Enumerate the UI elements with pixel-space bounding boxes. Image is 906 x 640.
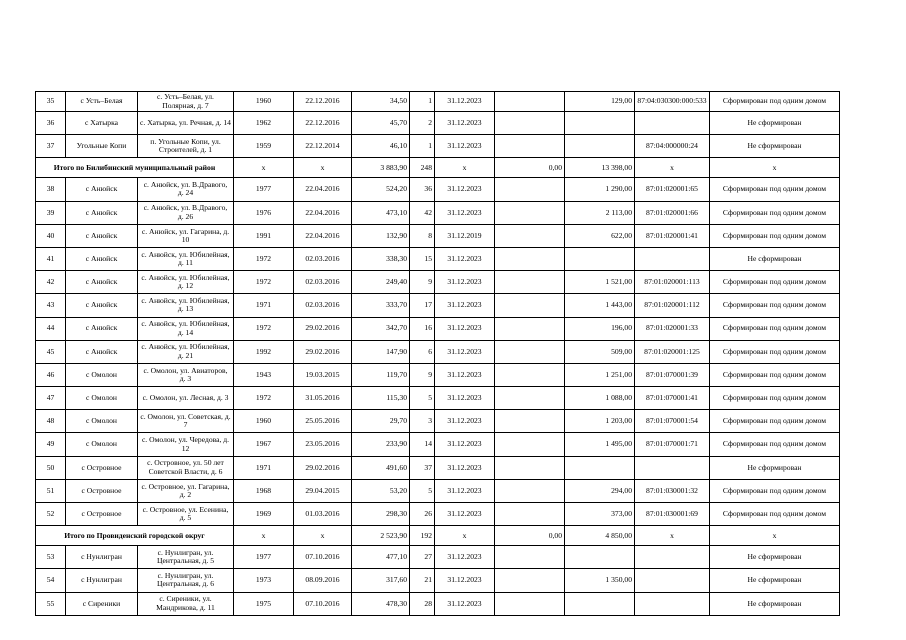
table-row (36, 592, 840, 615)
count-cell: 21 (410, 569, 435, 592)
status-cell: Сформирован под одним домом (710, 387, 840, 410)
amount-cell (495, 92, 565, 112)
cost-cell: 622,00 (565, 224, 635, 247)
count-cell: 27 (410, 546, 435, 569)
date-cell: 22.12.2014 (294, 135, 352, 158)
amount-cell (495, 224, 565, 247)
amount-cell (495, 363, 565, 386)
settlement-cell: с Омолон (66, 387, 138, 410)
cadastre-cell: 87:01:070001:71 (635, 433, 710, 456)
total-date-cell: x (294, 526, 352, 546)
total-cost-cell: 4 850,00 (565, 526, 635, 546)
date-cell: 02.03.2016 (294, 247, 352, 270)
cadastre-cell: 87:01:070001:54 (635, 410, 710, 433)
area-cell: 338,30 (352, 247, 410, 270)
cadastre-cell: 87:01:020001:125 (635, 340, 710, 363)
area-cell: 233,90 (352, 433, 410, 456)
cadastre-cell (635, 569, 710, 592)
cadastre-cell (635, 112, 710, 135)
amount-cell (495, 479, 565, 502)
cadastre-cell: 87:01:020001:113 (635, 271, 710, 294)
amount-cell (495, 410, 565, 433)
cadastre-cell: 87:01:020001:66 (635, 201, 710, 224)
row-number: 55 (36, 592, 66, 615)
area-cell: 524,20 (352, 178, 410, 201)
date-cell: 22.04.2016 (294, 224, 352, 247)
settlement-cell: Угольные Копи (66, 135, 138, 158)
cost-cell (565, 135, 635, 158)
settlement-cell: с Анюйск (66, 294, 138, 317)
row-number: 44 (36, 317, 66, 340)
deadline-cell: 31.12.2023 (435, 433, 495, 456)
amount-cell (495, 340, 565, 363)
row-number: 35 (36, 92, 66, 112)
total-area-cell: 2 523,90 (352, 526, 410, 546)
total-deadline-cell: x (435, 526, 495, 546)
date-cell: 19.03.2015 (294, 363, 352, 386)
year-cell: 1991 (234, 224, 294, 247)
deadline-cell: 31.12.2019 (435, 224, 495, 247)
date-cell: 02.03.2016 (294, 294, 352, 317)
settlement-cell: с Островное (66, 456, 138, 479)
table-row (36, 224, 840, 247)
cadastre-cell (635, 592, 710, 615)
count-cell: 2 (410, 112, 435, 135)
status-cell: Не сформирован (710, 456, 840, 479)
cost-cell (565, 546, 635, 569)
table-row (36, 340, 840, 363)
cost-cell: 1 290,00 (565, 178, 635, 201)
status-cell: Сформирован под одним домом (710, 340, 840, 363)
year-cell: 1972 (234, 387, 294, 410)
status-cell: Не сформирован (710, 592, 840, 615)
count-cell: 1 (410, 92, 435, 112)
cost-cell: 196,00 (565, 317, 635, 340)
total-amount-cell: 0,00 (495, 526, 565, 546)
count-cell: 9 (410, 271, 435, 294)
amount-cell (495, 569, 565, 592)
date-cell: 29.02.2016 (294, 340, 352, 363)
address-cell: с. Омолон, ул. Советская, д. 7 (138, 410, 234, 433)
settlement-cell: с Анюйск (66, 317, 138, 340)
date-cell: 22.12.2016 (294, 92, 352, 112)
table-row (36, 387, 840, 410)
address-cell: с. Сиреники, ул. Мандрикова, д. 11 (138, 592, 234, 615)
total-amount-cell: 0,00 (495, 158, 565, 178)
status-cell: Сформирован под одним домом (710, 363, 840, 386)
status-cell: Сформирован под одним домом (710, 433, 840, 456)
amount-cell (495, 112, 565, 135)
area-cell: 29,70 (352, 410, 410, 433)
table-row (36, 479, 840, 502)
date-cell: 08.09.2016 (294, 569, 352, 592)
row-number: 54 (36, 569, 66, 592)
address-cell: с. Нунлигран, ул. Центральная, д. 5 (138, 546, 234, 569)
cost-cell (565, 247, 635, 270)
table-row (36, 112, 840, 135)
deadline-cell: 31.12.2023 (435, 340, 495, 363)
area-cell: 119,70 (352, 363, 410, 386)
count-cell: 1 (410, 135, 435, 158)
count-cell: 36 (410, 178, 435, 201)
settlement-cell: с Омолон (66, 363, 138, 386)
status-cell: Не сформирован (710, 247, 840, 270)
address-cell: с. Анюйск, ул. В.Дравого, д. 24 (138, 178, 234, 201)
date-cell: 25.05.2016 (294, 410, 352, 433)
cadastre-cell: 87:01:070001:39 (635, 363, 710, 386)
amount-cell (495, 201, 565, 224)
table-row (36, 247, 840, 270)
area-cell: 342,70 (352, 317, 410, 340)
cadastre-cell: 87:01:020001:65 (635, 178, 710, 201)
area-cell: 317,60 (352, 569, 410, 592)
deadline-cell: 31.12.2023 (435, 410, 495, 433)
count-cell: 28 (410, 592, 435, 615)
settlement-cell: с Омолон (66, 410, 138, 433)
settlement-cell: с Анюйск (66, 201, 138, 224)
date-cell: 07.10.2016 (294, 592, 352, 615)
row-number: 49 (36, 433, 66, 456)
area-cell: 46,10 (352, 135, 410, 158)
cost-cell: 1 443,00 (565, 294, 635, 317)
area-cell: 473,10 (352, 201, 410, 224)
row-number: 51 (36, 479, 66, 502)
deadline-cell: 31.12.2023 (435, 546, 495, 569)
count-cell: 5 (410, 479, 435, 502)
year-cell: 1959 (234, 135, 294, 158)
status-cell: Не сформирован (710, 546, 840, 569)
status-cell: Сформирован под одним домом (710, 294, 840, 317)
status-cell: Сформирован под одним домом (710, 224, 840, 247)
area-cell: 333,70 (352, 294, 410, 317)
status-cell: Сформирован под одним домом (710, 479, 840, 502)
address-cell: п. Угольные Копи, ул. Строителей, д. 1 (138, 135, 234, 158)
deadline-cell: 31.12.2023 (435, 387, 495, 410)
year-cell: 1967 (234, 433, 294, 456)
status-cell: Сформирован под одним домом (710, 317, 840, 340)
cost-cell (565, 592, 635, 615)
total-cadastre-cell: x (635, 158, 710, 178)
address-cell: с. Нунлигран, ул. Центральная, д. 6 (138, 569, 234, 592)
table-row (36, 178, 840, 201)
count-cell: 37 (410, 456, 435, 479)
deadline-cell: 31.12.2023 (435, 592, 495, 615)
date-cell: 01.03.2016 (294, 503, 352, 526)
status-cell: Сформирован под одним домом (710, 178, 840, 201)
table-row (36, 433, 840, 456)
cost-cell (565, 456, 635, 479)
table-row (36, 201, 840, 224)
cost-cell: 509,00 (565, 340, 635, 363)
row-number: 53 (36, 546, 66, 569)
deadline-cell: 31.12.2023 (435, 294, 495, 317)
total-count-cell: 248 (410, 158, 435, 178)
address-cell: с. Островное, ул. 50 лет Советской Власти, д. 6 (138, 456, 234, 479)
year-cell: 1971 (234, 456, 294, 479)
status-cell: Сформирован под одним домом (710, 271, 840, 294)
status-cell: Не сформирован (710, 569, 840, 592)
cadastre-cell: 87:01:070001:41 (635, 387, 710, 410)
year-cell: 1977 (234, 546, 294, 569)
amount-cell (495, 387, 565, 410)
date-cell: 22.04.2016 (294, 201, 352, 224)
count-cell: 42 (410, 201, 435, 224)
deadline-cell: 31.12.2023 (435, 201, 495, 224)
amount-cell (495, 546, 565, 569)
total-row (36, 158, 840, 178)
row-number: 42 (36, 271, 66, 294)
year-cell: 1971 (234, 294, 294, 317)
row-number: 37 (36, 135, 66, 158)
cost-cell: 1 251,00 (565, 363, 635, 386)
deadline-cell: 31.12.2023 (435, 363, 495, 386)
settlement-cell: с Островное (66, 479, 138, 502)
year-cell: 1960 (234, 410, 294, 433)
status-cell: Не сформирован (710, 135, 840, 158)
row-number: 43 (36, 294, 66, 317)
cost-cell: 129,00 (565, 92, 635, 112)
year-cell: 1972 (234, 247, 294, 270)
date-cell: 07.10.2016 (294, 546, 352, 569)
status-cell: Сформирован под одним домом (710, 92, 840, 112)
table-row (36, 363, 840, 386)
amount-cell (495, 135, 565, 158)
deadline-cell: 31.12.2023 (435, 317, 495, 340)
cost-cell: 1 521,00 (565, 271, 635, 294)
area-cell: 491,60 (352, 456, 410, 479)
area-cell: 34,50 (352, 92, 410, 112)
area-cell: 478,30 (352, 592, 410, 615)
address-cell: с. Анюйск, ул. Гагарина, д. 10 (138, 224, 234, 247)
cadastre-cell: 87:04:000000:24 (635, 135, 710, 158)
cadastre-cell: 87:01:030001:32 (635, 479, 710, 502)
settlement-cell: с Анюйск (66, 178, 138, 201)
year-cell: 1973 (234, 569, 294, 592)
address-cell: с. Омолон, ул. Чередова, д. 12 (138, 433, 234, 456)
total-deadline-cell: x (435, 158, 495, 178)
deadline-cell: 31.12.2023 (435, 479, 495, 502)
housing-register-table (35, 91, 840, 616)
row-number: 41 (36, 247, 66, 270)
count-cell: 17 (410, 294, 435, 317)
cost-cell: 373,00 (565, 503, 635, 526)
settlement-cell: с Анюйск (66, 224, 138, 247)
date-cell: 23.05.2016 (294, 433, 352, 456)
row-number: 45 (36, 340, 66, 363)
row-number: 52 (36, 503, 66, 526)
address-cell: с. Омолон, ул. Лесная, д. 3 (138, 387, 234, 410)
table-row (36, 503, 840, 526)
deadline-cell: 31.12.2023 (435, 247, 495, 270)
address-cell: с. Анюйск, ул. Юбилейная, д. 13 (138, 294, 234, 317)
row-number: 47 (36, 387, 66, 410)
deadline-cell: 31.12.2023 (435, 271, 495, 294)
area-cell: 132,90 (352, 224, 410, 247)
year-cell: 1960 (234, 92, 294, 112)
year-cell: 1969 (234, 503, 294, 526)
total-year-cell: x (234, 158, 294, 178)
total-date-cell: x (294, 158, 352, 178)
count-cell: 26 (410, 503, 435, 526)
count-cell: 14 (410, 433, 435, 456)
date-cell: 29.02.2016 (294, 317, 352, 340)
address-cell: с. Островное, ул. Есенина, д. 5 (138, 503, 234, 526)
total-status-cell: x (710, 526, 840, 546)
row-number: 40 (36, 224, 66, 247)
deadline-cell: 31.12.2023 (435, 456, 495, 479)
row-number: 48 (36, 410, 66, 433)
cadastre-cell: 87:01:030001:69 (635, 503, 710, 526)
address-cell: с. Усть–Белая, ул. Полярная, д. 7 (138, 92, 234, 112)
area-cell: 477,10 (352, 546, 410, 569)
area-cell: 45,70 (352, 112, 410, 135)
status-cell: Не сформирован (710, 112, 840, 135)
settlement-cell: с Нунлигран (66, 569, 138, 592)
cost-cell: 1 495,00 (565, 433, 635, 456)
address-cell: с. Анюйск, ул. В.Дравого, д. 26 (138, 201, 234, 224)
total-label: Итого по Провиденский городской округ (36, 526, 234, 546)
amount-cell (495, 317, 565, 340)
deadline-cell: 31.12.2023 (435, 112, 495, 135)
settlement-cell: с Омолон (66, 433, 138, 456)
table-row (36, 271, 840, 294)
table-row (36, 456, 840, 479)
year-cell: 1977 (234, 178, 294, 201)
date-cell: 22.04.2016 (294, 178, 352, 201)
status-cell: Сформирован под одним домом (710, 410, 840, 433)
cost-cell: 1 350,00 (565, 569, 635, 592)
total-cost-cell: 13 398,00 (565, 158, 635, 178)
settlement-cell: с Хатырка (66, 112, 138, 135)
row-number: 38 (36, 178, 66, 201)
date-cell: 22.12.2016 (294, 112, 352, 135)
amount-cell (495, 294, 565, 317)
amount-cell (495, 503, 565, 526)
cost-cell: 1 203,00 (565, 410, 635, 433)
settlement-cell: с Сиреники (66, 592, 138, 615)
address-cell: с. Анюйск, ул. Юбилейная, д. 11 (138, 247, 234, 270)
area-cell: 249,40 (352, 271, 410, 294)
count-cell: 9 (410, 363, 435, 386)
total-count-cell: 192 (410, 526, 435, 546)
date-cell: 31.05.2016 (294, 387, 352, 410)
deadline-cell: 31.12.2023 (435, 135, 495, 158)
area-cell: 298,30 (352, 503, 410, 526)
cadastre-cell (635, 456, 710, 479)
address-cell: с. Островное, ул. Гагарина, д. 2 (138, 479, 234, 502)
cadastre-cell: 87:01:020001:112 (635, 294, 710, 317)
total-year-cell: x (234, 526, 294, 546)
status-cell: Сформирован под одним домом (710, 201, 840, 224)
deadline-cell: 31.12.2023 (435, 569, 495, 592)
year-cell: 1992 (234, 340, 294, 363)
table-row (36, 546, 840, 569)
year-cell: 1972 (234, 271, 294, 294)
amount-cell (495, 592, 565, 615)
amount-cell (495, 178, 565, 201)
cost-cell (565, 112, 635, 135)
table-row (36, 569, 840, 592)
total-label: Итого по Билибинский муниципальный район (36, 158, 234, 178)
date-cell: 29.04.2015 (294, 479, 352, 502)
count-cell: 16 (410, 317, 435, 340)
settlement-cell: с Анюйск (66, 271, 138, 294)
address-cell: с. Анюйск, ул. Юбилейная, д. 21 (138, 340, 234, 363)
table-body (36, 92, 840, 616)
amount-cell (495, 247, 565, 270)
total-status-cell: x (710, 158, 840, 178)
cadastre-cell: 87:01:020001:33 (635, 317, 710, 340)
row-number: 36 (36, 112, 66, 135)
area-cell: 147,90 (352, 340, 410, 363)
count-cell: 8 (410, 224, 435, 247)
table-row (36, 410, 840, 433)
status-cell: Сформирован под одним домом (710, 503, 840, 526)
count-cell: 6 (410, 340, 435, 363)
settlement-cell: с Нунлигран (66, 546, 138, 569)
year-cell: 1962 (234, 112, 294, 135)
count-cell: 3 (410, 410, 435, 433)
date-cell: 02.03.2016 (294, 271, 352, 294)
cadastre-cell (635, 546, 710, 569)
total-cadastre-cell: x (635, 526, 710, 546)
cost-cell: 1 088,00 (565, 387, 635, 410)
cost-cell: 2 113,00 (565, 201, 635, 224)
year-cell: 1968 (234, 479, 294, 502)
year-cell: 1975 (234, 592, 294, 615)
area-cell: 53,20 (352, 479, 410, 502)
settlement-cell: с Анюйск (66, 247, 138, 270)
total-area-cell: 3 883,90 (352, 158, 410, 178)
row-number: 46 (36, 363, 66, 386)
document-sheet (35, 91, 839, 616)
cadastre-cell (635, 247, 710, 270)
address-cell: с. Омолон, ул. Авиаторов, д. 3 (138, 363, 234, 386)
settlement-cell: с Усть–Белая (66, 92, 138, 112)
settlement-cell: с Анюйск (66, 340, 138, 363)
deadline-cell: 31.12.2023 (435, 178, 495, 201)
address-cell: с. Анюйск, ул. Юбилейная, д. 12 (138, 271, 234, 294)
cadastre-cell: 87:01:020001:41 (635, 224, 710, 247)
amount-cell (495, 433, 565, 456)
table-row (36, 135, 840, 158)
year-cell: 1943 (234, 363, 294, 386)
amount-cell (495, 271, 565, 294)
row-number: 50 (36, 456, 66, 479)
cost-cell: 294,00 (565, 479, 635, 502)
count-cell: 15 (410, 247, 435, 270)
deadline-cell: 31.12.2023 (435, 92, 495, 112)
table-row (36, 92, 840, 112)
table-row (36, 317, 840, 340)
cadastre-cell: 87:04:030300:000:533 (635, 92, 710, 112)
row-number: 39 (36, 201, 66, 224)
deadline-cell: 31.12.2023 (435, 503, 495, 526)
total-row (36, 526, 840, 546)
date-cell: 29.02.2016 (294, 456, 352, 479)
year-cell: 1972 (234, 317, 294, 340)
settlement-cell: с Островное (66, 503, 138, 526)
table-row (36, 294, 840, 317)
amount-cell (495, 456, 565, 479)
address-cell: с. Хатырка, ул. Речная, д. 14 (138, 112, 234, 135)
area-cell: 115,30 (352, 387, 410, 410)
count-cell: 5 (410, 387, 435, 410)
address-cell: с. Анюйск, ул. Юбилейная, д. 14 (138, 317, 234, 340)
year-cell: 1976 (234, 201, 294, 224)
